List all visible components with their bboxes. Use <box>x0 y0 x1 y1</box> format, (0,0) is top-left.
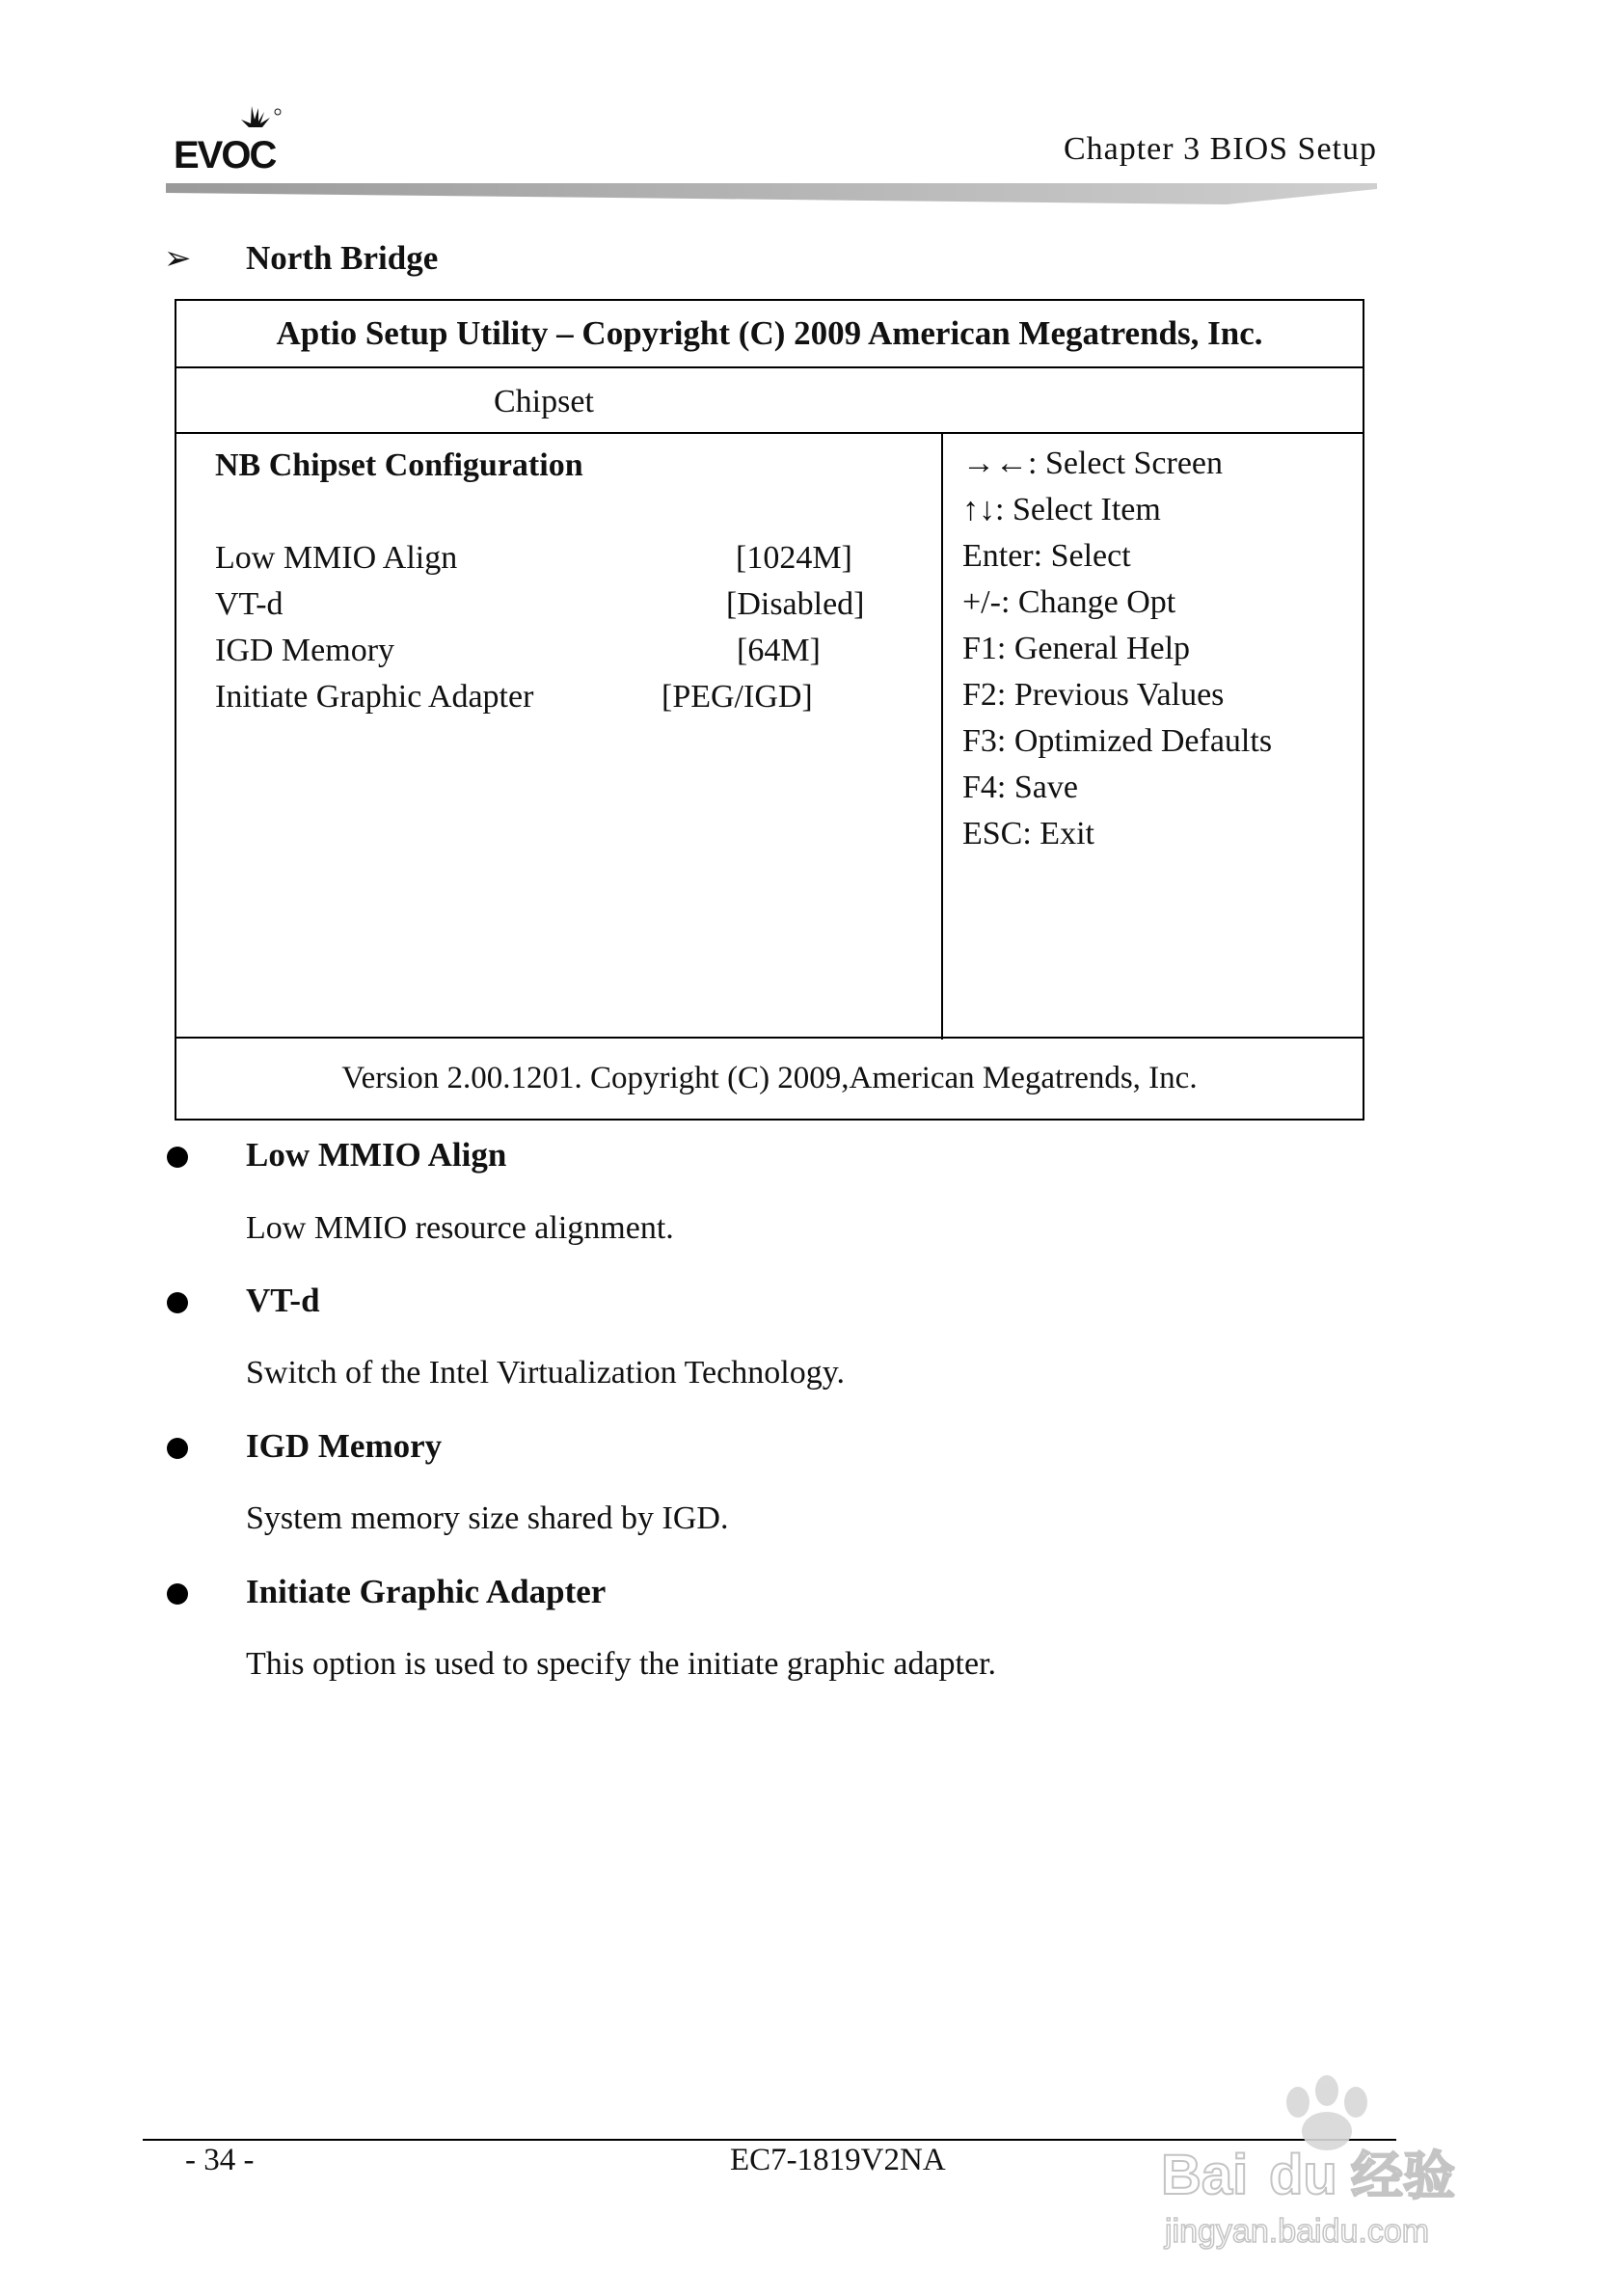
bullet-icon <box>167 1292 188 1313</box>
bullet-icon <box>167 1438 188 1459</box>
item-desc-initiate-graphic-adapter: This option is used to specify the initiate graphic adapter. <box>246 1646 997 1682</box>
bullet-icon <box>167 1583 188 1605</box>
option-vt-d-label[interactable]: VT-d <box>215 586 284 622</box>
help-exit: ESC: Exit <box>962 816 1094 851</box>
help-save: F4: Save <box>962 770 1078 805</box>
bios-help-panel <box>943 434 1363 1040</box>
option-initiate-graphic-adapter-value[interactable]: [PEG/IGD] <box>662 679 813 715</box>
svg-text:jingyan.baidu.com: jingyan.baidu.com <box>1165 2213 1430 2250</box>
help-change-opt: +/-: Change Opt <box>962 584 1176 620</box>
help-optimized-defaults: F3: Optimized Defaults <box>962 723 1273 759</box>
option-igd-memory-value[interactable]: [64M] <box>737 633 821 668</box>
item-desc-low-mmio-align: Low MMIO resource alignment. <box>246 1210 674 1246</box>
svg-text:EVOC: EVOC <box>174 134 276 176</box>
bios-tab-bar <box>176 366 1363 434</box>
header-rule <box>166 183 1377 204</box>
option-low-mmio-align-label[interactable]: Low MMIO Align <box>215 540 458 576</box>
item-title-igd-memory: IGD Memory <box>246 1427 443 1465</box>
evoc-logo <box>170 104 285 181</box>
item-title-low-mmio-align: Low MMIO Align <box>246 1136 507 1174</box>
chapter-heading: Chapter 3 BIOS Setup <box>1063 131 1377 167</box>
item-title-initiate-graphic-adapter: Initiate Graphic Adapter <box>246 1573 607 1610</box>
tab-chipset[interactable]: Chipset <box>494 384 594 419</box>
item-title-vt-d: VT-d <box>246 1282 320 1319</box>
bios-screen <box>175 299 1364 1121</box>
bullet-icon <box>167 1147 188 1168</box>
svg-text:经验: 经验 <box>1351 2146 1455 2206</box>
help-previous-values: F2: Previous Values <box>962 677 1225 713</box>
option-igd-memory-label[interactable]: IGD Memory <box>215 633 395 668</box>
bios-version-footer: Version 2.00.1201. Copyright (C) 2009,American Megatrends, Inc. <box>176 1037 1363 1119</box>
svg-text:Bai: Bai <box>1161 2144 1249 2206</box>
help-select-screen: →←: Select Screen <box>962 446 1224 481</box>
bios-options-panel <box>176 434 943 1040</box>
help-general-help: F1: General Help <box>962 631 1191 666</box>
option-vt-d-value[interactable]: [Disabled] <box>726 586 865 622</box>
config-heading: NB Chipset Configuration <box>215 447 583 483</box>
document-code: EC7-1819V2NA <box>730 2143 946 2177</box>
item-desc-igd-memory: System memory size shared by IGD. <box>246 1500 729 1536</box>
section-marker: ➢ <box>164 241 192 277</box>
baidu-watermark <box>1153 2064 1539 2256</box>
bios-title: Aptio Setup Utility – Copyright (C) 2009 American Megatrends, Inc. <box>176 301 1363 368</box>
help-select-item: ↑↓: Select Item <box>962 492 1161 527</box>
item-desc-vt-d: Switch of the Intel Virtualization Technology. <box>246 1355 845 1391</box>
option-initiate-graphic-adapter-label[interactable]: Initiate Graphic Adapter <box>215 679 534 715</box>
svg-text:du: du <box>1269 2144 1337 2206</box>
option-low-mmio-align-value[interactable]: [1024M] <box>736 540 852 576</box>
page-number: - 34 - <box>185 2143 255 2177</box>
section-title: North Bridge <box>246 239 439 277</box>
help-enter: Enter: Select <box>962 538 1131 574</box>
